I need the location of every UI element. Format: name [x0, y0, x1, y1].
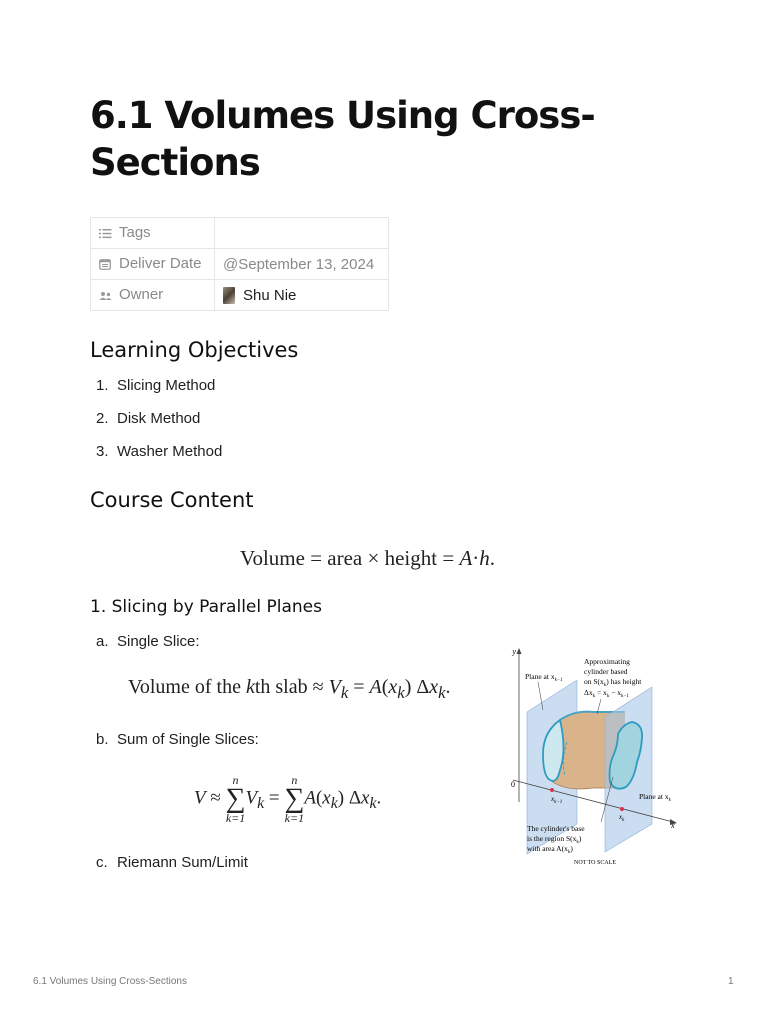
list-item: 1. Slicing Method: [96, 377, 216, 394]
section-heading-slicing: 1. Slicing by Parallel Planes: [90, 597, 322, 617]
list-icon: [99, 226, 113, 243]
learning-objectives-heading: Learning Objectives: [90, 338, 299, 362]
sum-formula: V ≈ n ∑ k=1 $V_k$ = n ∑ k=1 $A(x_k)$ $\Delta x_k$.: [194, 773, 382, 825]
callout-line-2: cylinder based: [584, 667, 628, 676]
list-item: a. Single Slice:: [96, 633, 200, 650]
property-value[interactable]: [215, 280, 389, 311]
tick-point-left: [550, 788, 554, 792]
avatar: [223, 287, 235, 304]
tick-point-right: [620, 807, 624, 811]
property-label: Deliver Date: [119, 254, 202, 272]
cross-section-figure: [505, 642, 680, 872]
property-row-deliver-date[interactable]: [91, 249, 389, 280]
property-value[interactable]: @September 13, 2024: [215, 249, 389, 280]
list-item: c. Riemann Sum/Limit: [96, 854, 248, 871]
list-item: 3. Washer Method: [96, 443, 223, 460]
base-line-2: is the region $S(x_k)$: [527, 834, 582, 845]
not-to-scale-label: NOT TO SCALE: [574, 860, 617, 866]
people-icon: [99, 288, 113, 305]
owner-name[interactable]: Shu Nie: [243, 286, 297, 304]
property-key: [91, 218, 215, 249]
base-line-1: The cylinder's base: [527, 824, 585, 833]
callout-line-1: Approximating: [584, 657, 630, 666]
plane-right-label: Plane at $x_k$: [639, 792, 671, 803]
slab-volume-formula: Volume of the kth slab ≈ $V_k = A(x_k)$ $\Delta x_k$.: [128, 676, 451, 702]
volume-formula: Volume = area × height = A·h.: [240, 546, 496, 570]
base-line-3: with area $A(x_k)$: [527, 844, 573, 855]
list-item: b. Sum of Single Slices:: [96, 731, 259, 748]
calendar-icon: [99, 257, 113, 274]
property-label: Owner: [119, 285, 164, 303]
tick-left-label: $x_{k-1}$: [551, 795, 563, 805]
plane-left-label: Plane at $x_{k-1}$: [525, 672, 563, 683]
property-row-owner[interactable]: [91, 280, 389, 311]
page-title: 6.1 Volumes Using Cross-Sections: [90, 94, 595, 184]
property-row-tags[interactable]: [91, 218, 389, 249]
property-value[interactable]: [215, 218, 389, 249]
y-axis-label: y: [512, 647, 516, 656]
origin-label: 0: [511, 780, 515, 789]
course-content-heading: Course Content: [90, 488, 254, 512]
callout-line-4: $\Delta x_k = x_k - x_{k-1}$: [584, 688, 629, 699]
property-label: Tags: [119, 223, 151, 241]
callout-line-3: on $S(x_k)$ has height: [584, 677, 642, 688]
page-number: 1: [728, 976, 734, 987]
list-item: 2. Disk Method: [96, 410, 201, 427]
x-axis-label: x: [671, 821, 675, 830]
property-key: [91, 249, 215, 280]
property-key: [91, 280, 215, 311]
footer-title: 6.1 Volumes Using Cross-Sections: [33, 976, 187, 987]
tick-right-label: $x_k$: [619, 813, 625, 823]
properties-table: [90, 217, 389, 311]
